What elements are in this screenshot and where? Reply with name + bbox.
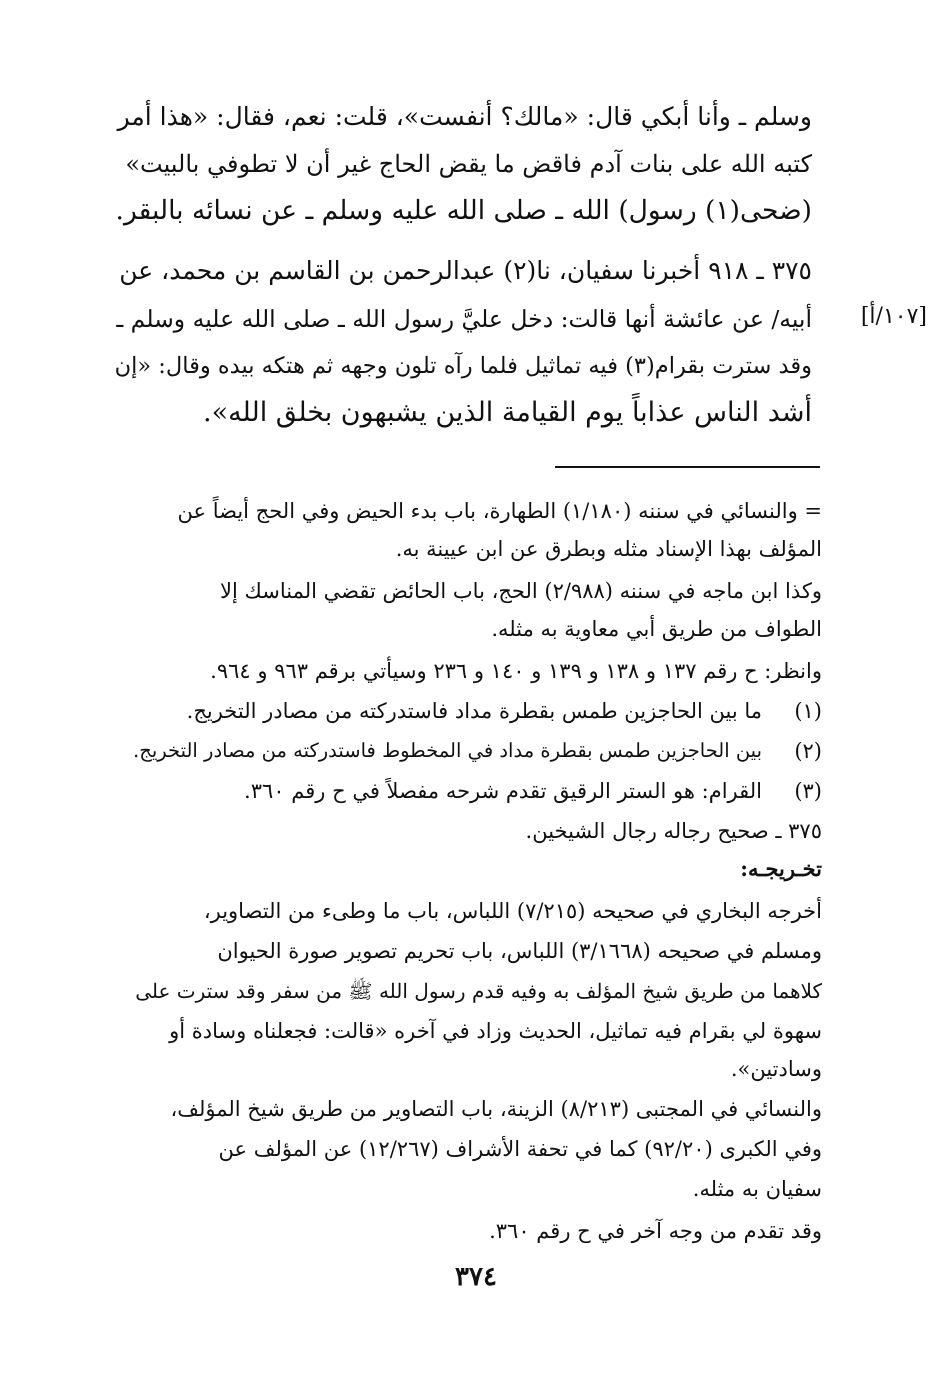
- footnote-line: وانظر: ح رقم ١٣٧ و ١٣٨ و ١٣٩ و ١٤٠ و ٢٣٦ وسيأتي برقم ٩٦٣ و ٩٦٤.: [210, 659, 822, 683]
- main-line: كتبه الله على بنات آدم فاقض ما يقض الحاج غير أن لا تطوفي بالبيت»: [125, 150, 812, 178]
- main-line: (ضحى(١) رسول) الله ـ صلى الله عليه وسلم ـ عن نسائه بالبقر.: [115, 195, 812, 226]
- footnote-line: الطواف من طريق أبي معاوية به مثله.: [491, 617, 822, 641]
- hadith-heading-line: ٣٧٥ ـ ٩١٨ أخبرنا سفيان، نا(٢) عبدالرحمن بن القاسم بن محمد، عن: [119, 256, 812, 285]
- footnote-line: المؤلف بهذا الإسناد مثله وبطرق عن ابن عيينة به.: [395, 537, 822, 561]
- takhrij-line: كلاهما من طريق شيخ المؤلف به وفيه قدم رسول الله ﷺ من سفر وقد سترت على: [135, 979, 822, 1003]
- main-line: أشد الناس عذاباً يوم القيامة الذين يشبهون بخلق الله».: [202, 397, 812, 428]
- takhrij-heading: تخـريجـه:: [740, 856, 822, 881]
- page-number: ٣٧٤: [455, 1262, 497, 1292]
- footnote-text: بين الحاجزين طمس بقطرة مداد في المخطوط فاستدركته من مصادر التخريج.: [133, 739, 762, 762]
- takhrij-line: سهوة لي بقرام فيه تماثيل، الحديث وزاد في آخره «قالت: فجعلناه وسادة أو: [169, 1019, 822, 1043]
- main-line: أبيه/ عن عائشة أنها قالت: دخل عليَّ رسول الله ـ صلى الله عليه وسلم ـ: [116, 305, 812, 333]
- footnote-number: (٣): [794, 779, 822, 803]
- takhrij-line: ومسلم في صحيحه (٣/١٦٦٨) اللباس، باب تحريم تصوير صورة الحيوان: [217, 939, 822, 963]
- takhrij-line: وقد تقدم من وجه آخر في ح رقم ٣٦٠.: [489, 1219, 822, 1243]
- takhrij-line: وسادتين».: [730, 1057, 822, 1081]
- takhrij-line: سفيان به مثله.: [692, 1177, 822, 1201]
- footnote-number: (٢): [794, 739, 822, 763]
- footnote-line: وكذا ابن ماجه في سننه (٢/٩٨٨) الحج، باب الحائض تقضي المناسك إلا: [220, 579, 822, 603]
- footnote-number: (١): [794, 699, 822, 723]
- grading-line: ٣٧٥ ـ صحيح رجاله رجال الشيخين.: [525, 819, 822, 843]
- takhrij-line: أخرجه البخاري في صحيحه (٧/٢١٥) اللباس، باب ما وطىء من التصاوير،: [203, 899, 822, 923]
- footnote-line: = والنسائي في سننه (١/١٨٠) الطهارة، باب بدء الحيض وفي الحج أيضاً عن: [177, 499, 822, 523]
- main-line: وقد سترت بقرام(٣) فيه تماثيل فلما رآه تلون وجهه ثم هتكه بيده وقال: «إن: [114, 353, 812, 379]
- footnote-text: القرام: هو الستر الرقيق تقدم شرحه مفصلاً في ح رقم ٣٦٠.: [244, 779, 762, 803]
- footnote-text: ما بين الحاجزين طمس بقطرة مداد فاستدركته من مصادر التخريج.: [186, 699, 762, 723]
- takhrij-line: وفي الكبرى (٩٢/٢٠) كما في تحفة الأشراف (١٢/٢٦٧) عن المؤلف عن: [218, 1137, 822, 1161]
- main-line: وسلم ـ وأنا أبكي قال: «مالك؟ أنفست»، قلت: نعم، فقال: «هذا أمر: [117, 102, 812, 131]
- footnote-separator: [130, 466, 820, 468]
- takhrij-line: والنسائي في المجتبى (٨/٢١٣) الزينة، باب التصاوير من طريق شيخ المؤلف،: [170, 1097, 822, 1121]
- manuscript-folio-marker: [١٠٧/أ]: [860, 304, 927, 329]
